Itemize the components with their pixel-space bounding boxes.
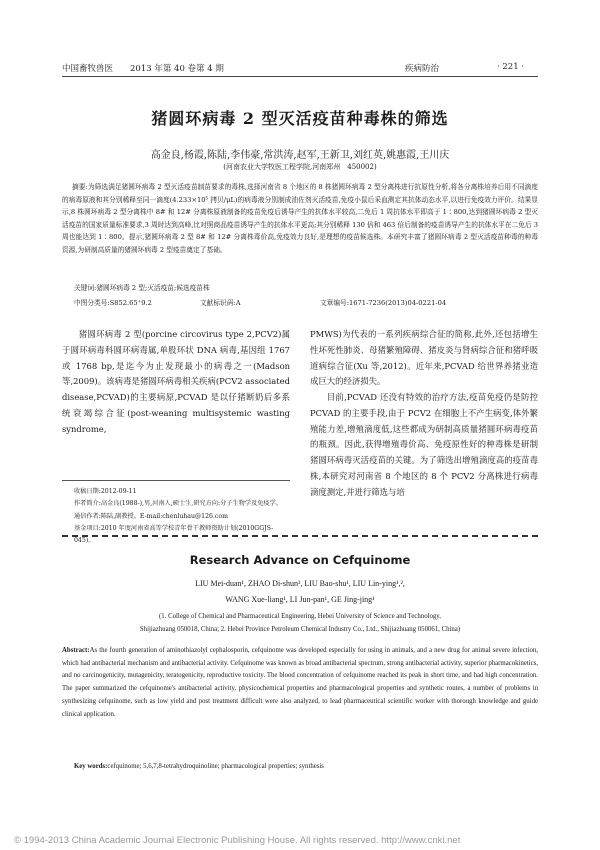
header-rule: [62, 76, 538, 77]
journal-name: 中国畜牧兽医: [62, 64, 114, 74]
english-abstract-label: Abstract:: [62, 647, 90, 654]
english-affiliation: [62, 611, 538, 636]
english-authors: [62, 576, 538, 608]
english-keywords: [74, 763, 324, 770]
english-authors-line-1: LIU Mei-duan¹, ZHAO Di-shun¹, LIU Bao-shu¹, LIU Lin-ying¹,²,: [195, 579, 405, 588]
footnote-rule: [62, 480, 290, 481]
clc-number: 中图分类号:S852.65⁺9.2: [74, 299, 152, 307]
footnote-corresponding: 通信作者:陈陆,副教授。E-mail:chenluhau@126.com: [74, 512, 228, 520]
english-abstract: [62, 645, 538, 721]
cut-line: [62, 535, 538, 537]
affiliation: (河南农业大学牧医工程学院,河南郑州 450002): [223, 163, 377, 171]
english-abstract-text: As the fourth generation of aminothiazolyl cephalosporin, cefquinome was developed especially for using in animals, and a new drug for animal severe infection, which had antibacterial mechanism and antibacterial activity. Cefquinome was known as broad antibacterial spectrum, strong antibacterial activity, superior pharmacokinetics, and no carcinogenicity, mutagenicity, teratogenicity, reproductive toxicity. The blood concentration of cefquinome reached its peak in short time, and had high concentration. The paper summarized the cefquinome's antibacterial activity, physicochemical properties and pharmacological properties and synthetic routes, a number of problems in synthesizing cefquinome, such as low yield and post treatment difficult were also analyzed, to lead pharmaceutical scientific worker with thorough knowledge and guide clinical application.: [62, 647, 538, 718]
article-number: 文章编号:1671-7236(2013)04-0221-04: [320, 299, 447, 307]
english-affiliation-line-1: (1. College of Chemical and Pharmaceutical Engineering, Hebei University of Science and Technology,: [159, 613, 441, 620]
keywords: 关键词:猪圆环病毒 2 型;灭活疫苗;候选疫苗株: [74, 284, 210, 292]
english-title: Research Advance on Cefquinome: [189, 553, 411, 567]
page-number: · 221 ·: [497, 62, 525, 72]
english-keywords-text: cefquinome; 5,6,7,8-tetrahydroquinoline; pharmacological properties; synthesis: [107, 763, 324, 770]
issue-info: 2013 年第 40 卷第 4 期: [130, 64, 224, 74]
body-right-paragraph-2: 目前,PCVAD 还没有特效的治疗方法,疫苗免疫仍是防控 PCVAD 的主要手段,由于 PCV2 在细胞上不产生病变,体外繁殖能力差,增殖滴度低,这些都成为研制高质量猪圆环病毒疫苗的瓶颈。因此,获得增殖毒价高、免疫原性好的种毒株是研制猪圆环病毒灭活疫苗的关键。为了筛选出增殖滴度高的疫苗毒株,本研究对河南省 8 个地区的 8 个 PCV2 分离株进行病毒滴度测定,并进行筛选与培: [310, 392, 538, 497]
abstract: 摘要:为筛选满足猪圆环病毒 2 型灭活疫苗制苗要求的毒株,选择河南省 8 个地区的 8 株猪圆环病毒 2 型分离株进行抗原性分析,将各分离株培养后用不同滴度的病毒原液和其分别稀释至同一滴度(4.233×10⁵ 拷贝/μL)的病毒液分别制成油佐剂灭活疫苗,免疫小鼠后采血测定其抗体动态水平,以进行免疫效力评价。结果显示,8 株圆环病毒 2 型分离株中 8# 和 12# 分离株原液制备的疫苗免疫后诱导产生的抗体水平较高,二免后 1 周抗体水平即高于 1∶800,达到猪圆环病毒 2 型灭活疫苗的国家质量标准要求,3 周时达到高峰,比对照商品疫苗诱导产生的抗体水平更高;其分别稀释 130 倍和 463 倍后制备的疫苗诱导产生的抗体水平在二免后 3 周也能达到 1∶800。提示,猪圆环病毒 2 型 8# 和 12# 分离株毒价高,免疫效力良好,是理想的疫苗候选株。本研究丰富了猪圆环病毒 2 型灭活疫苗种毒的种毒资源,为研制高质量的猪圆环病毒 2 型疫苗奠定了基础。: [62, 183, 538, 254]
english-affiliation-line-2: Shijiazhuang 050018, China; 2. Hebei Province Petroleum Chemical Industry Co., Ltd., Shijiazhuang 050061, China): [139, 625, 461, 633]
footnote-received: 收稿日期:2012-09-11: [74, 488, 137, 495]
footnotes: [74, 486, 290, 547]
author-list: 高金良,杨霞,陈陆,李伟豪,常洪涛,赵军,王新卫,刘红英,姚惠霞,王川庆: [150, 150, 450, 161]
english-authors-line-2: WANG Xue-liang¹, LI Jun-pan¹, GE Jing-jing¹: [225, 595, 375, 604]
body-right-paragraph-1: PMWS)为代表的一系列疾病综合征的简称,此外,还包括增生性坏死性肺炎、母猪繁殖障碍、猪皮炎与肾病综合征和猪呼吸道病综合征(Xu 等,2012)。近年来,PCVAD 给世界养猪业造成巨大的经济损失。: [310, 329, 538, 387]
section-name: 疾病防治: [405, 64, 440, 74]
footnote-funding: 基金项目:2010 年度河南省高等学校青年骨干教师资助计划(2010GGJS-045)。: [74, 524, 274, 545]
english-keywords-label: Key words:: [74, 763, 108, 770]
document-code: 文献标识码:A: [200, 299, 241, 307]
body-left-column: 猪圆环病毒 2 型(porcine circovirus type 2,PCV2)属于圆环病毒科圆环病毒属,单股环状 DNA 病毒,基因组 1767 或 1768 bp,是迄今为止发现最小的病毒之一(Madson 等,2009)。该病毒是猪圆环病毒相关疾病(PCV2 associated disease,PCVAD)的主要病原,PCVAD 是以仔猪断奶后多系统衰竭综合征(post-weaning multisystemic wasting syndrome,: [62, 329, 290, 434]
article-title: 猪圆环病毒 2 型灭活疫苗种毒株的筛选: [151, 109, 449, 128]
copyright-watermark: © 1994-2013 China Academic Journal Electronic Publishing House. All rights reserved. http://www.cnki.net: [14, 835, 461, 846]
footnote-author-bio: 作者简介:高金良(1988-),男,河南人,硕士生,研究方向:分子生物学及免疫学。: [74, 500, 282, 508]
